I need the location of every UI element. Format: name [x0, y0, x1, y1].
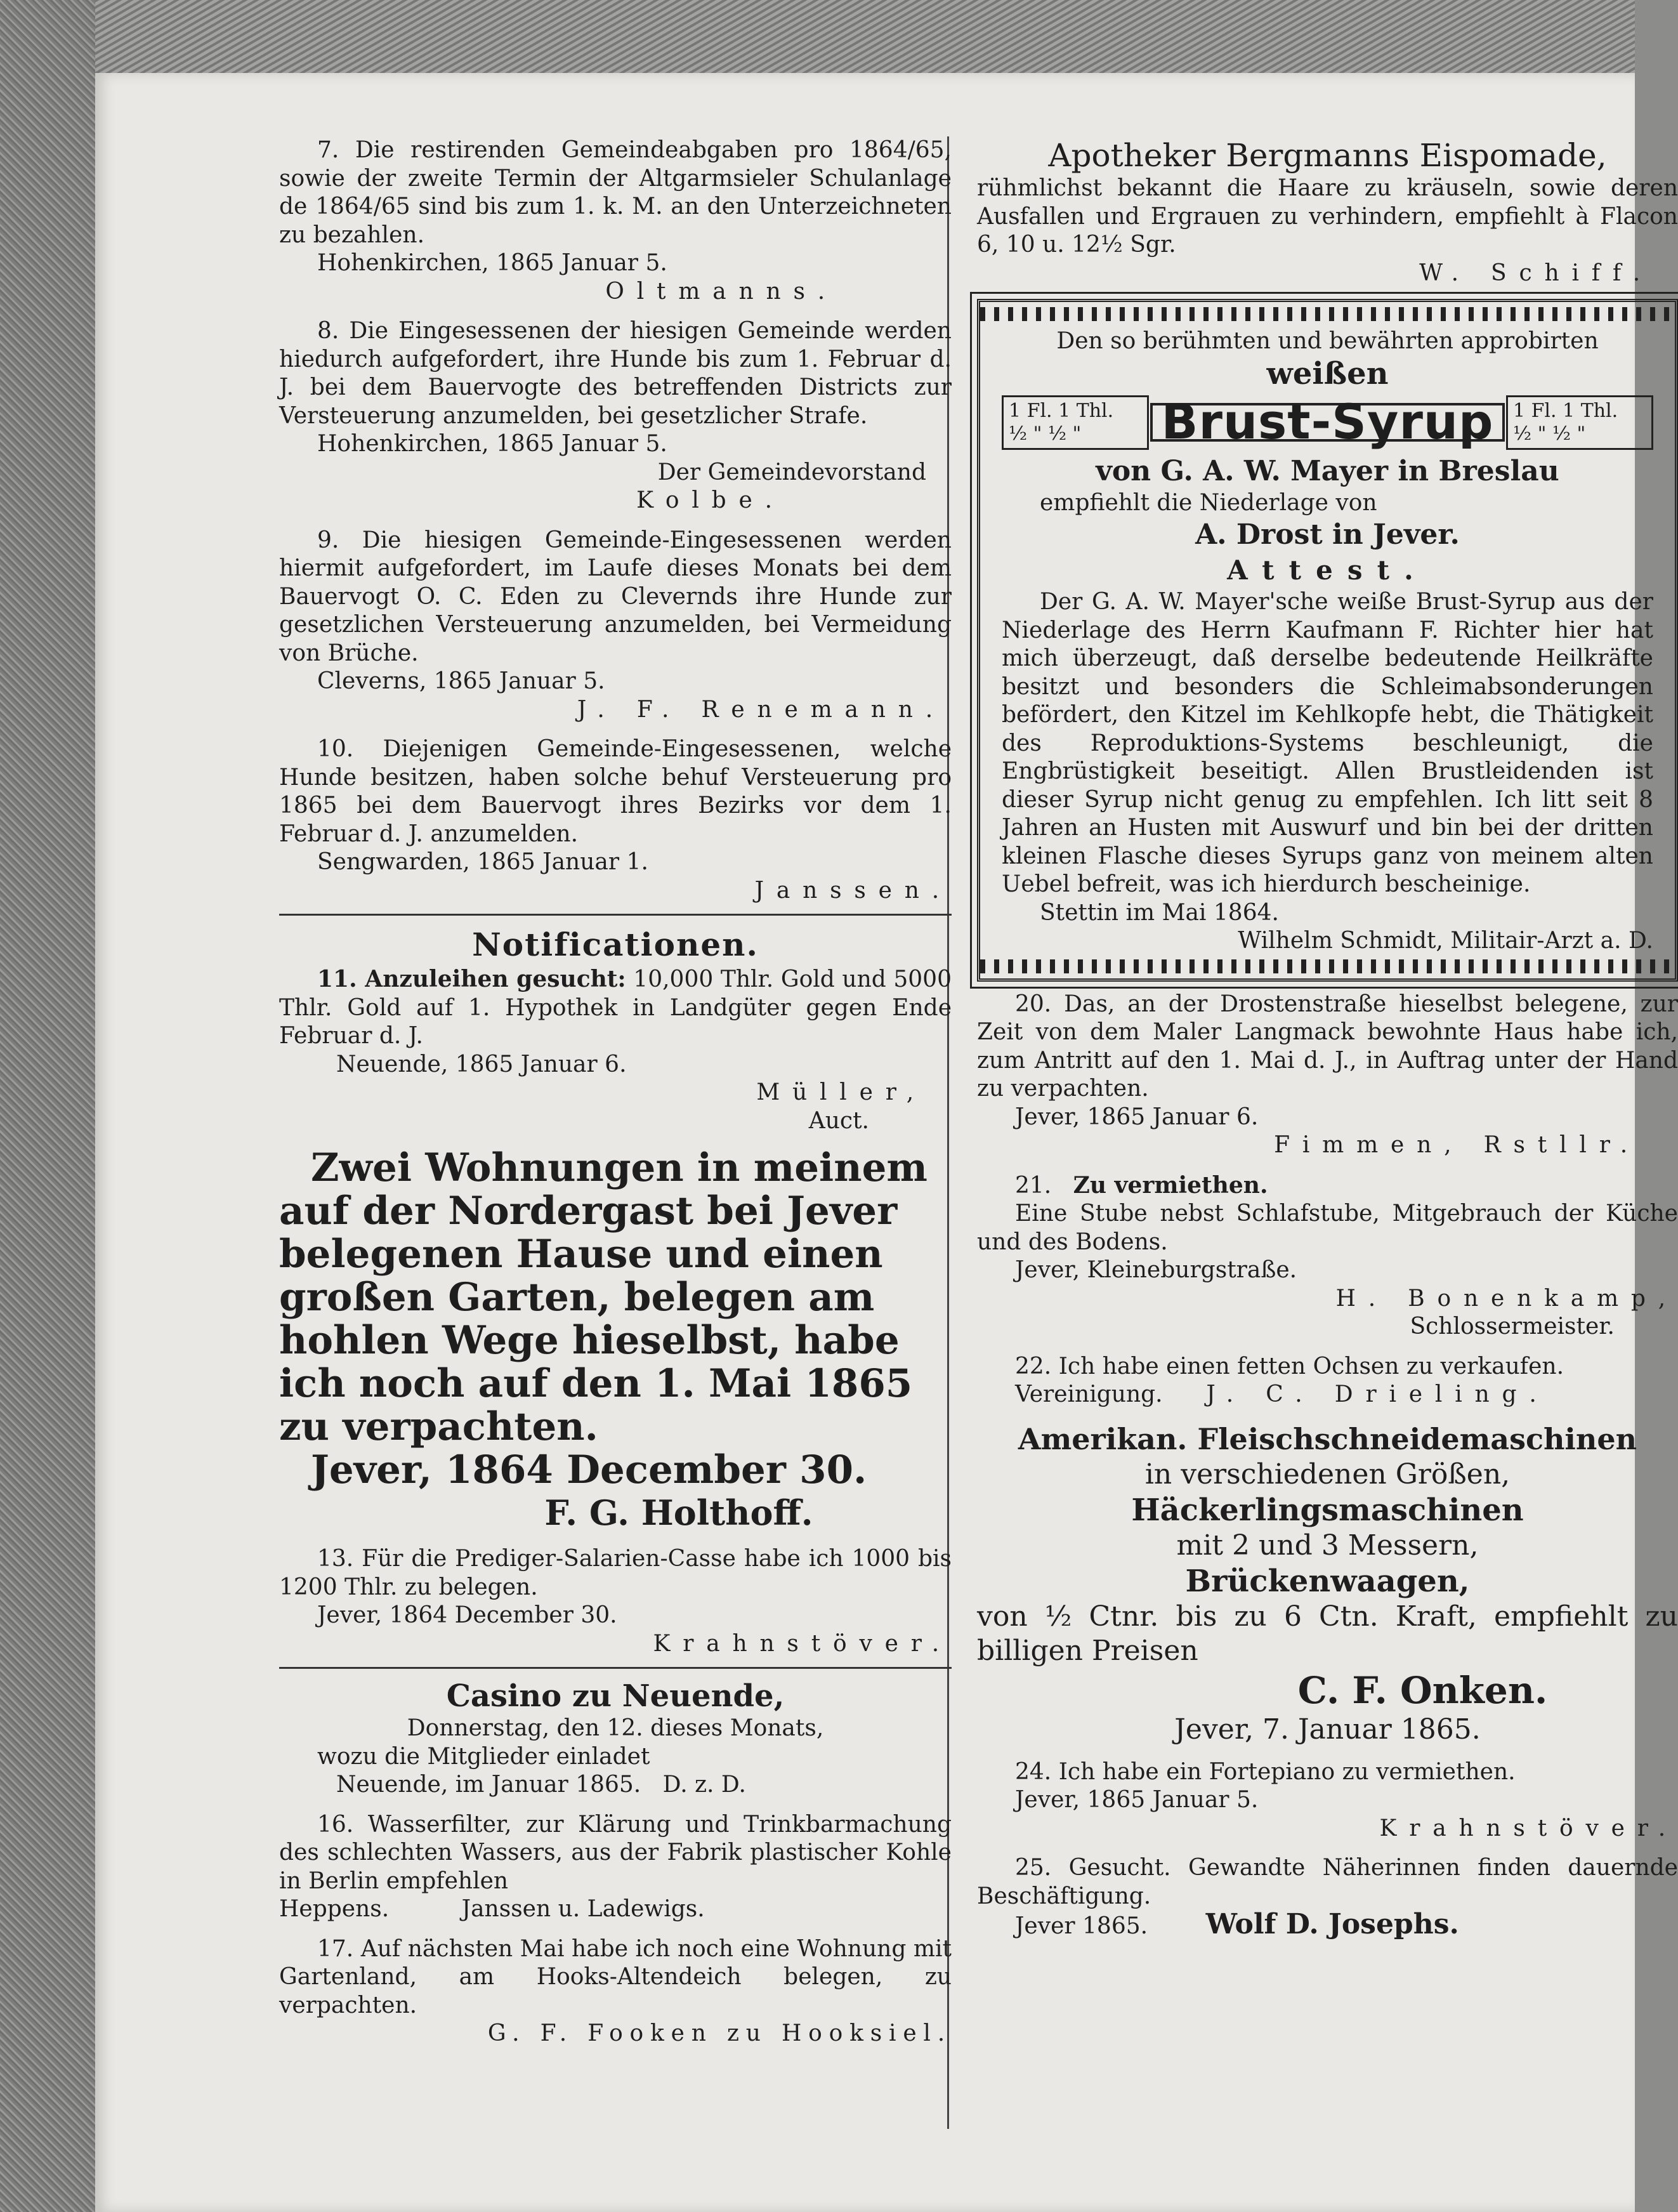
syrup-sign: Wilhelm Schmidt, Militair-Arzt a. D. — [1238, 928, 1653, 954]
casino-line2: wozu die Mitglieder einladet — [317, 1743, 650, 1770]
notice-22-text: 22. Ich habe einen fetten Ochsen zu verkaufen. — [1015, 1353, 1564, 1379]
notice-25-place: Jever 1865. — [1015, 1913, 1148, 1939]
notice-9-text: 9. Die hiesigen Gemeinde-Eingesessenen werden hiermit aufgefordert, im Laufe dieses Monats bei dem Bauervogt O. C. Eden zu Clevernds ihre Hunde zur gesetzlichen Versteuerung anzumelden, bei Vermeidung von Brüche. — [279, 527, 952, 666]
notice-7-text: 7. Die restirenden Gemeindeabgaben pro 1864/65, sowie der zweite Termin der Altgarmsieler Schulanlage de 1864/65 sind bis zum 1. k. M. an den Unterzeichneten zu bezahlen. — [279, 137, 952, 248]
syrup-maker: von G. A. W. Mayer in Breslau — [1096, 454, 1559, 487]
pomade-sign: W. Schiff. — [1419, 260, 1653, 286]
notice-25-place-sign — [977, 1908, 1678, 1941]
notice-16-place: Heppens. — [279, 1896, 390, 1922]
ornament-border-bottom — [980, 959, 1675, 973]
notice-22-sign: J. C. Drieling. — [1206, 1381, 1549, 1407]
notice-16-sign: Janssen u. Ladewigs. — [461, 1896, 705, 1922]
notificationen-heading: Notificationen. — [472, 926, 759, 963]
notice-13-place: Jever, 1864 December 30. — [317, 1602, 617, 1628]
price-right-line2: ½ " ½ " — [1512, 422, 1586, 445]
notice-25-sign: Wolf D. Josephs. — [1205, 1908, 1459, 1940]
notice-8-text: 8. Die Eingesessenen der hiesigen Gemeinde werden hiedurch aufgefordert, ihre Hunde bis zum 1. Februar d. J. bei dem Bauervogte des betreffenden Districts zur Versteuerung anzumelden, bei gesetzlicher Strafe. — [279, 318, 952, 429]
notice-8-place: Hohenkirchen, 1865 Januar 5. — [317, 431, 667, 457]
syrup-intro: Den so berühmten und bewährten approbirten — [1056, 328, 1599, 354]
syrup-brand: Brust-Syrup — [1150, 403, 1505, 442]
notice-11-sign1: Müller, — [756, 1079, 926, 1105]
notice-13-sign: Krahnstöver. — [653, 1630, 952, 1657]
notice-13-text: 13. Für die Prediger-Salarien-Casse habe ich 1000 bis 1200 Thlr. zu belegen. — [279, 1546, 952, 1600]
notice-20 — [977, 991, 1678, 1160]
syrup-attest: Attest. — [1227, 555, 1428, 586]
casino-title: Casino zu Neuende, — [446, 1678, 785, 1714]
syrup-empf: empfiehlt die Niederlage von — [1040, 489, 1377, 516]
notice-10-sign: Janssen. — [754, 877, 952, 904]
syrup-weiss: weißen — [1266, 355, 1389, 392]
casino-line1: Donnerstag, den 12. dieses Monats, — [407, 1715, 824, 1741]
left-column — [279, 136, 952, 2048]
price-box-right — [1506, 395, 1653, 450]
notice-11-lead: 11. Anzuleihen gesucht: — [317, 966, 626, 992]
syrup-place: Stettin im Mai 1864. — [1040, 899, 1279, 926]
syrup-dealer: A. Drost in Jever. — [1195, 518, 1460, 551]
notice-21-sign2: Schlossermeister. — [1410, 1313, 1615, 1340]
scan-edge-left — [0, 0, 95, 2212]
notice-23 — [977, 1421, 1678, 1747]
brust-syrup-ad — [977, 299, 1678, 982]
notice-21-head: Zu vermiethen. — [1073, 1171, 1268, 1199]
pomade-ad — [977, 136, 1678, 287]
price-left-line1: 1 Fl. 1 Thl. — [1009, 399, 1114, 422]
notice-17-sign: G. F. Fooken zu Hooksiel. — [487, 2020, 952, 2046]
notice-21-sign1: H. Bonenkamp, — [1335, 1285, 1678, 1312]
notice-16-place-sign — [279, 1895, 952, 1924]
notice-11 — [279, 965, 952, 1135]
notice-22 — [977, 1353, 1678, 1409]
notice-24-text: 24. Ich habe ein Fortepiano zu vermiethen. — [1015, 1758, 1516, 1785]
notice-9-sign: J. F. Renemann. — [577, 696, 945, 723]
notice-23-l4: Brückenwaagen, — [1185, 1563, 1470, 1599]
ornament-border-top — [980, 307, 1675, 321]
casino-place: Neuende, im Januar 1865. — [336, 1772, 641, 1798]
notice-17 — [279, 1935, 952, 2048]
price-left-line2: ½ " ½ " — [1009, 422, 1082, 445]
notice-9-place: Cleverns, 1865 Januar 5. — [317, 668, 605, 694]
notice-7 — [279, 136, 952, 306]
syrup-attest-text: Der G. A. W. Mayer'sche weiße Brust-Syrup aus der Niederlage des Herrn Kaufmann F. Richter hier hat mich überzeugt, daß derselbe bedeutende Heilkräfte besitzt und besonders die Schleimabsonderungen befördert, den Kitzel im Kehlkopfe hebt, die Thätigkeit des Reproduktions-Systems beschleunigt, die Engbrüstigkeit beseitigt. Allen Brustleidenden ist dieser Syrup nicht genug zu empfehlen. Ich litt seit 8 Jahren an Husten mit Auswurf und bin bei der dritten kleinen Flasche dieses Syrups ganz von meinem alten Uebel befreit, was ich hierdurch bescheinige. — [1002, 589, 1653, 897]
pomade-text: rühmlichst bekannt die Haare zu kräuseln, sowie deren Ausfallen und Ergrauen zu verhindern, empfiehlt à Flacon 6, 10 u. 12½ Sgr. — [977, 175, 1678, 258]
notice-23-l3: mit 2 und 3 Messern, — [1176, 1529, 1479, 1562]
section-rule-2 — [279, 1667, 952, 1669]
casino-place-sign — [279, 1771, 952, 1800]
notice-22-place-sign — [977, 1381, 1678, 1409]
notice-12-sign: F. G. Holthoff. — [544, 1492, 813, 1533]
notice-20-place: Jever, 1865 Januar 6. — [1015, 1103, 1259, 1130]
notice-7-place: Hohenkirchen, 1865 Januar 5. — [317, 250, 667, 276]
price-box-left — [1002, 395, 1149, 450]
notice-8 — [279, 317, 952, 515]
notice-10-place: Sengwarden, 1865 Januar 1. — [317, 849, 648, 875]
notice-7-sign: Oltmanns. — [605, 278, 837, 305]
notice-9 — [279, 527, 952, 725]
notice-23-l1: in verschiedenen Größen, — [1144, 1458, 1511, 1491]
notice-11-sign2: Auct. — [808, 1107, 869, 1134]
notice-8-sign2: Kolbe. — [636, 487, 785, 513]
newspaper-page — [95, 73, 1678, 2212]
notice-11-place: Neuende, 1865 Januar 6. — [336, 1051, 627, 1077]
notice-22-place: Vereinigung. — [1015, 1381, 1163, 1407]
notice-25 — [977, 1854, 1678, 1941]
right-column — [977, 136, 1678, 1941]
notice-11-text: 10,000 Thlr. Gold und 5000 Thlr. Gold auf 1. Hypothek in Landgüter gegen Ende Februar d. J. — [279, 966, 952, 1049]
notice-24-place: Jever, 1865 Januar 5. — [1015, 1787, 1259, 1813]
casino-sign: D. z. D. — [662, 1772, 746, 1798]
notice-23-place: Jever, 7. Januar 1865. — [1174, 1713, 1481, 1746]
section-rule — [279, 914, 952, 916]
notice-20-sign: Fimmen, Rstllr. — [1274, 1132, 1640, 1158]
notice-10-text: 10. Diejenigen Gemeinde-Eingesessenen, welche Hunde besitzen, haben solche behuf Versteuerung pro 1865 bei dem Bauervogt ihres Bezirks vor dem 1. Februar d. J. anzumelden. — [279, 736, 952, 847]
price-right-line1: 1 Fl. 1 Thl. — [1512, 399, 1618, 422]
notice-23-l5: von ½ Ctnr. bis zu 6 Ctn. Kraft, empfiehlt zu billigen Preisen — [977, 1600, 1678, 1667]
notice-10 — [279, 735, 952, 905]
notice-12 — [279, 1147, 952, 1534]
notice-23-title: Amerikan. Fleischschneidemaschinen — [1018, 1421, 1637, 1456]
notice-12-text: Zwei Wohnungen in meinem auf der Nordergast bei Jever belegenen Hause und einen großen Garten, belegen am hohlen Wege hieselbst, habe ich noch auf den 1. Mai 1865 zu verpachten. — [279, 1145, 927, 1449]
notice-16 — [279, 1811, 952, 1924]
notice-21-text: Eine Stube nebst Schlafstube, Mitgebrauch der Küche und des Bodens. — [977, 1201, 1678, 1255]
casino-notice — [279, 1678, 952, 1800]
scan-edge-top — [0, 0, 1635, 76]
notice-24 — [977, 1758, 1678, 1843]
notice-17-text: 17. Auf nächsten Mai habe ich noch eine Wohnung mit Gartenland, am Hooks-Altendeich belegen, zu verpachten. — [279, 1935, 952, 2018]
notice-21-place: Jever, Kleineburgstraße. — [1015, 1257, 1297, 1283]
syrup-brand-row — [1002, 395, 1653, 450]
notice-23-sign: C. F. Onken. — [1297, 1668, 1548, 1712]
notice-24-sign: Krahnstöver. — [1379, 1815, 1678, 1841]
notice-25-text: 25. Gesucht. Gewandte Näherinnen finden dauernde Beschäftigung. — [977, 1855, 1678, 1909]
notice-21 — [977, 1171, 1678, 1341]
notice-21-lead: 21. — [1015, 1172, 1052, 1199]
notice-12-place: Jever, 1864 December 30. — [311, 1447, 867, 1492]
pomade-title: Apotheker Bergmanns Eispomade, — [1048, 137, 1607, 174]
notice-16-text: 16. Wasserfilter, zur Klärung und Trinkbarmachung des schlechten Wassers, aus der Fabrik plastischer Kohle in Berlin empfehlen — [279, 1811, 952, 1894]
notice-8-sign1: Der Gemeindevorstand — [657, 459, 926, 485]
notice-23-l2: Häckerlingsmaschinen — [1131, 1492, 1524, 1528]
notice-13 — [279, 1545, 952, 1658]
notice-20-text: 20. Das, an der Drostenstraße hieselbst belegene, zur Zeit von dem Maler Langmack bewohnte Haus habe ich, zum Antritt auf den 1. Mai d. J., in Auftrag unter der Hand zu verpachten. — [977, 991, 1678, 1102]
